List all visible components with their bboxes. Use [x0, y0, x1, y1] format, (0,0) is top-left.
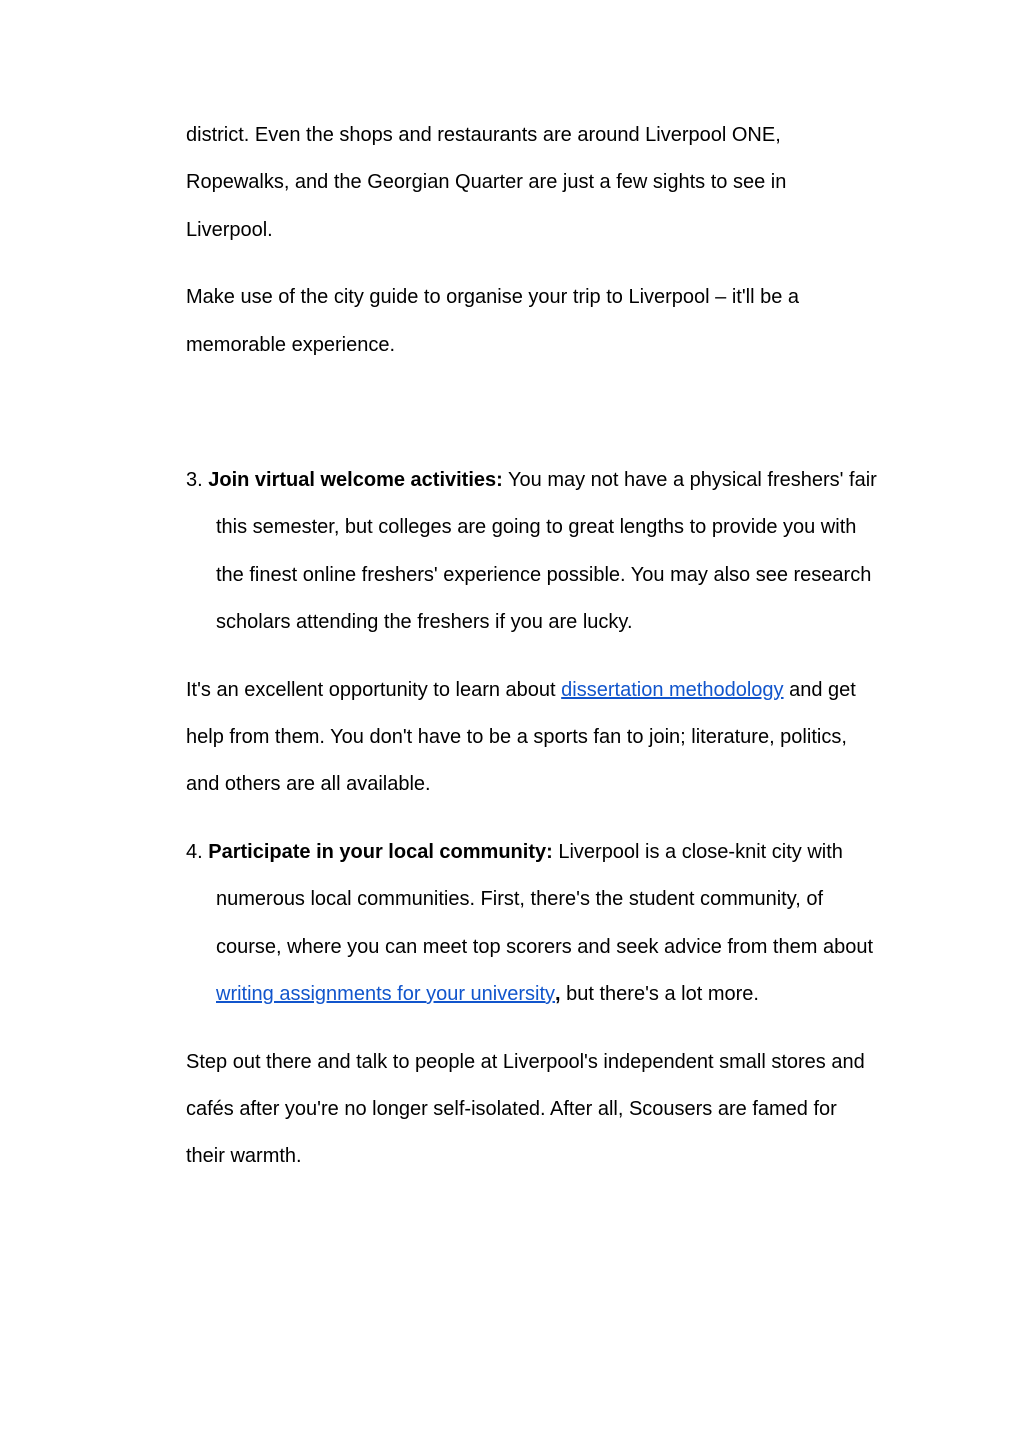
list-item-heading: Participate in your local community:	[208, 840, 553, 863]
comma: ,	[555, 983, 561, 1006]
text-line: help from them. You don't have to be a sports fan to join; literature, politics,	[186, 726, 847, 749]
text-line: Liverpool.	[186, 218, 273, 241]
text-line	[186, 457, 906, 504]
document-body	[186, 112, 906, 1181]
text-run: Liverpool is a close-knit city with	[552, 840, 843, 863]
list-item-heading: Join virtual welcome activities:	[208, 469, 503, 492]
paragraph-step-out	[186, 1039, 906, 1181]
list-number: 3.	[186, 469, 209, 492]
text-run: but there's a lot more.	[560, 983, 759, 1006]
text-line: and others are all available.	[186, 773, 431, 796]
paragraph-city-guide	[186, 274, 906, 369]
text-run: You may not have a physical freshers' fair	[502, 469, 877, 492]
text-line: Step out there and talk to people at Liverpool's independent small stores and	[186, 1050, 865, 1073]
text-line: their warmth.	[186, 1145, 302, 1168]
text-run: and get	[783, 678, 856, 701]
text-run: It's an excellent opportunity to learn about	[186, 678, 562, 701]
writing-assignments-link[interactable]: writing assignments for your university	[216, 983, 556, 1006]
text-line: scholars attending the freshers if you are lucky.	[216, 611, 633, 634]
dissertation-methodology-link[interactable]: dissertation methodology	[561, 678, 784, 701]
text-line: this semester, but colleges are going to great lengths to provide you with	[216, 516, 857, 539]
text-line	[186, 829, 906, 876]
text-line	[186, 971, 906, 1018]
text-line: Ropewalks, and the Georgian Quarter are just a few sights to see in	[186, 171, 787, 194]
text-line: memorable experience.	[186, 333, 395, 356]
text-line	[186, 667, 906, 714]
list-number: 4.	[186, 840, 209, 863]
text-line: course, where you can meet top scorers and seek advice from them about	[216, 935, 874, 958]
list-item-virtual-welcome	[186, 457, 906, 647]
text-line: the finest online freshers' experience possible. You may also see research	[216, 563, 872, 586]
paragraph-city-sights	[186, 112, 906, 254]
text-line: district. Even the shops and restaurants are around Liverpool ONE,	[186, 124, 781, 146]
text-line: numerous local communities. First, there's the student community, of	[216, 888, 824, 911]
text-line: cafés after you're no longer self-isolated. After all, Scousers are famed for	[186, 1097, 837, 1120]
text-line: Make use of the city guide to organise your trip to Liverpool – it'll be a	[186, 286, 800, 309]
paragraph-opportunity	[186, 667, 906, 809]
list-item-local-community	[186, 829, 906, 1019]
